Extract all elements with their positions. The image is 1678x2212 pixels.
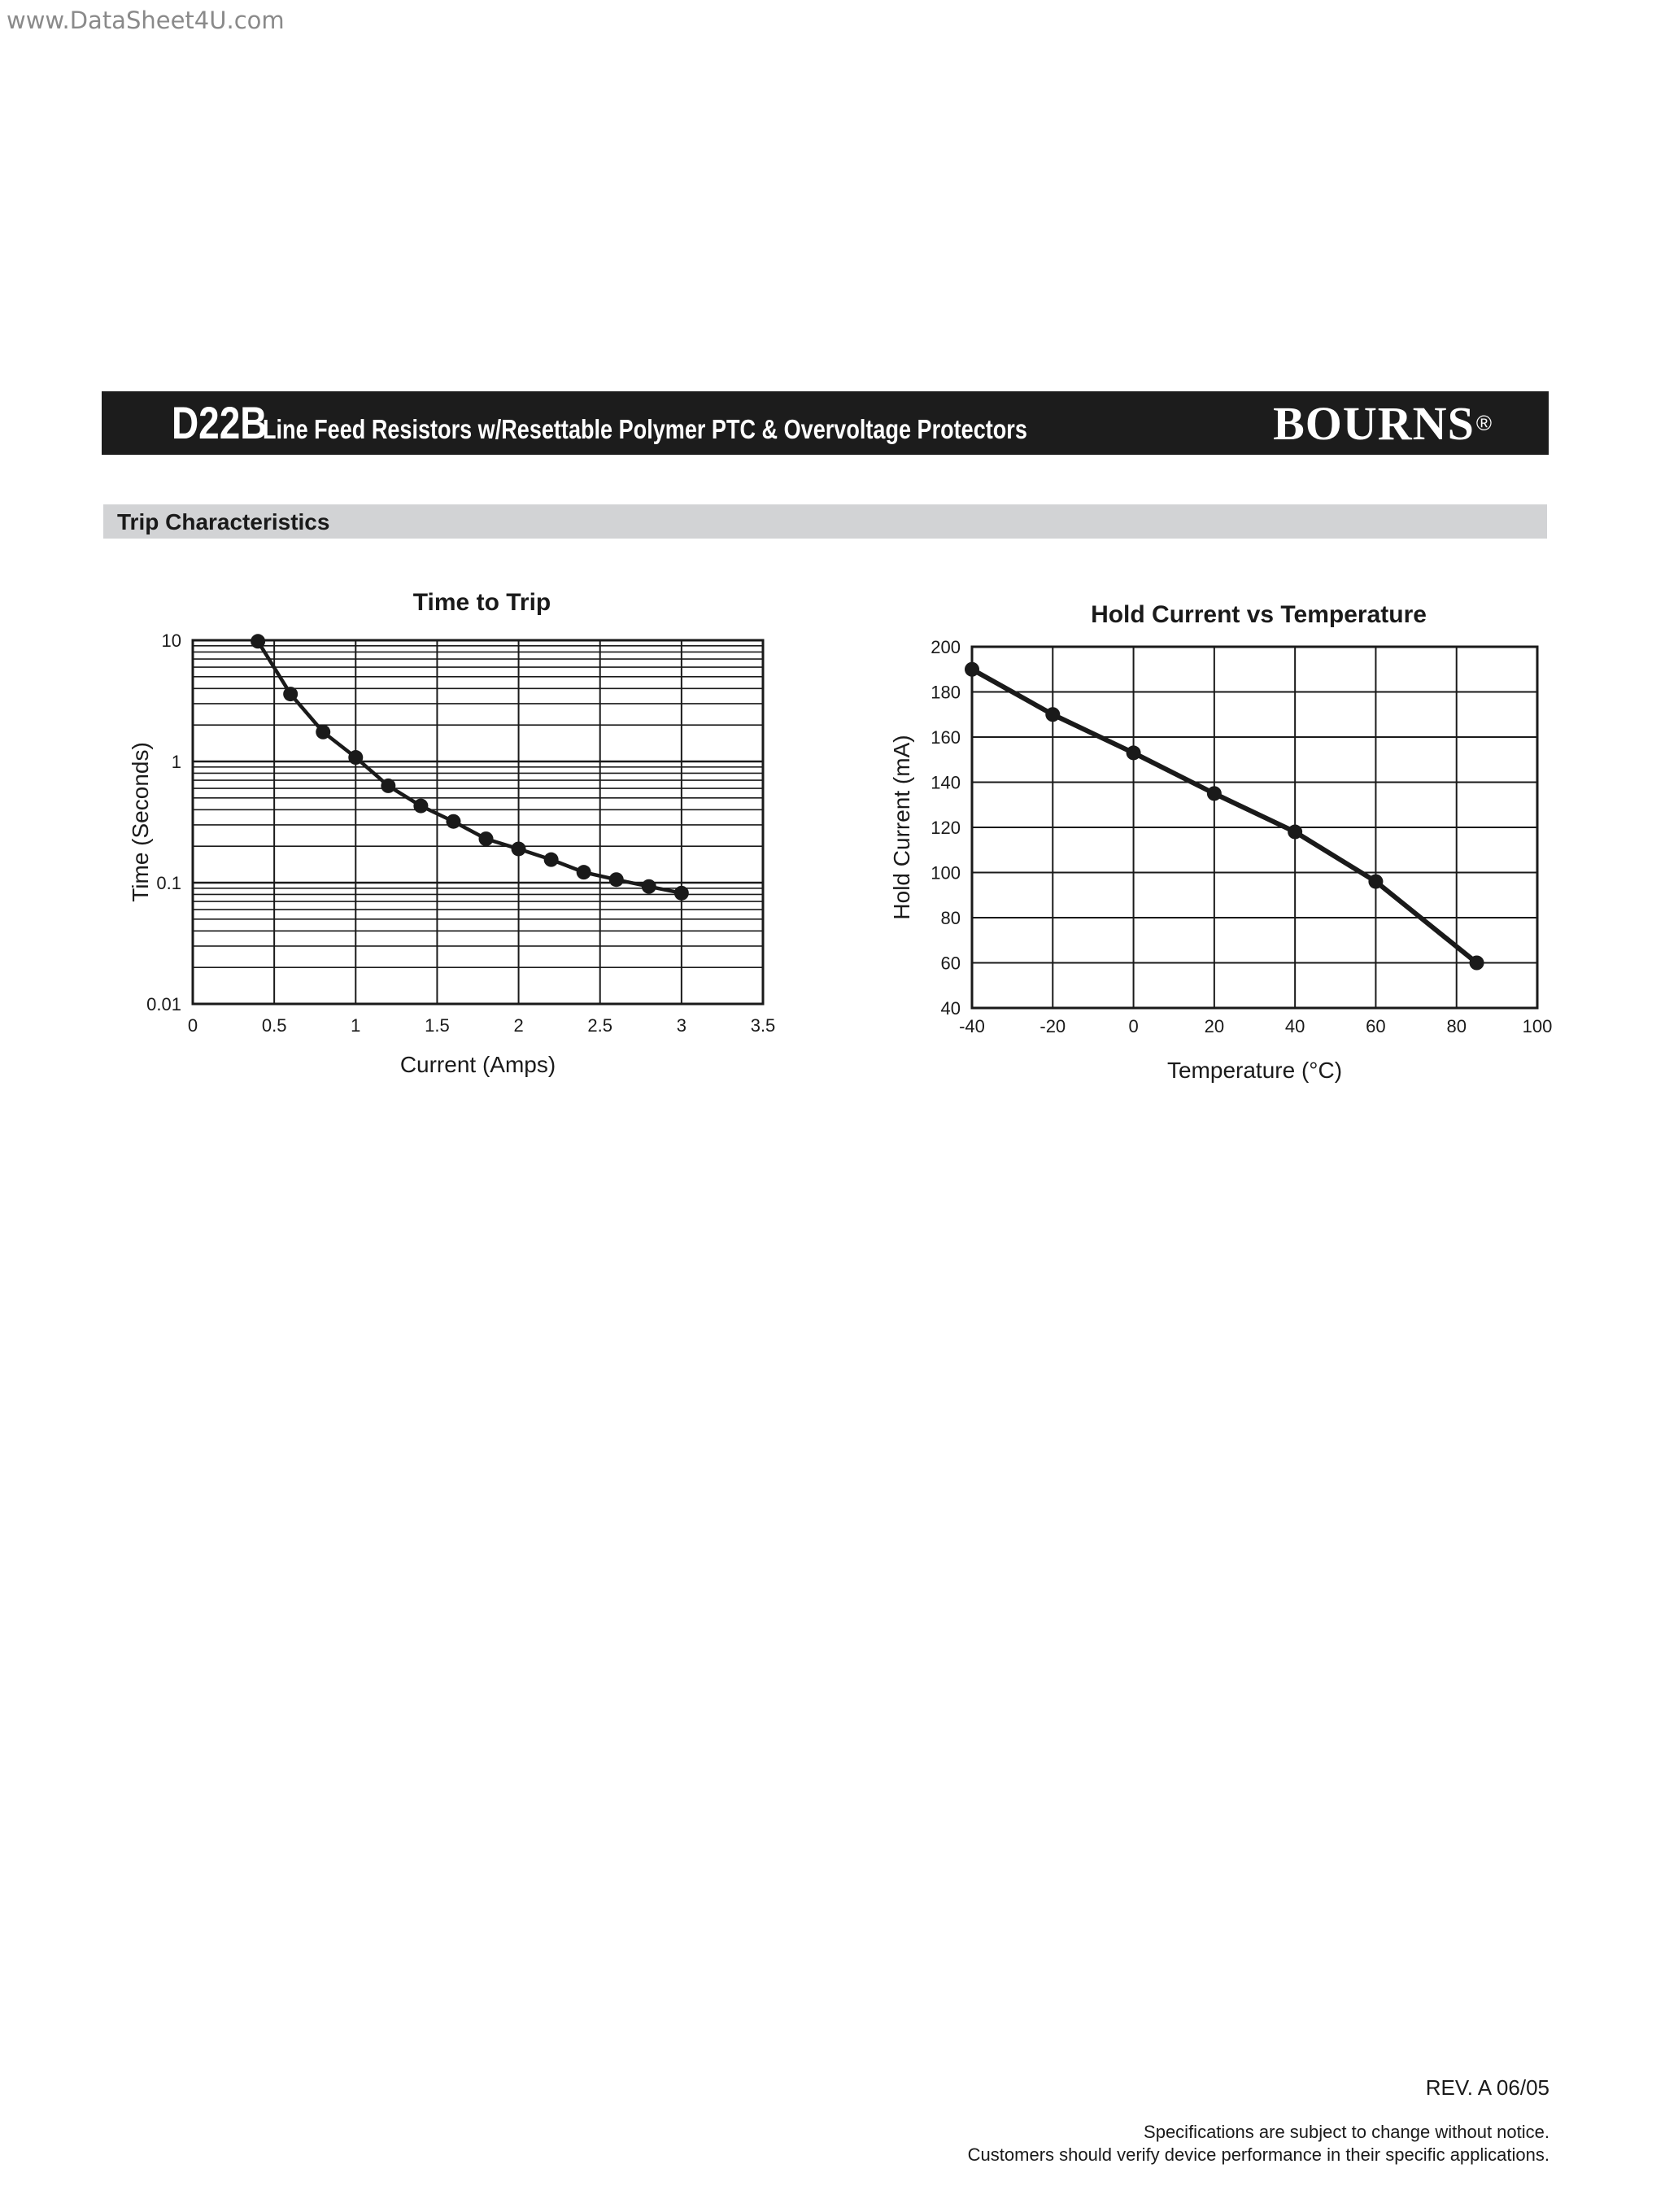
y-tick-label: 120 [931, 818, 961, 838]
y-axis-label: Time (Seconds) [128, 742, 153, 902]
y-tick-label: 1 [171, 752, 181, 772]
data-point [1045, 707, 1060, 722]
y-tick-label: 100 [931, 862, 961, 883]
x-tick-label: 80 [1446, 1016, 1467, 1036]
footer-note-specs: Specifications are subject to change without notice. [1144, 2122, 1549, 2142]
x-tick-label: 0 [1128, 1016, 1139, 1036]
product-title: Line Feed Resistors w/Resettable Polymer PTC & Overvoltage Protectors [263, 414, 1027, 444]
footer-notes [968, 2121, 1549, 2166]
registered-mark: ® [1475, 410, 1492, 435]
x-tick-label: 1 [351, 1015, 361, 1036]
data-point [1288, 825, 1302, 840]
chart-title: Hold Current vs Temperature [1091, 601, 1427, 628]
y-tick-label: 0.01 [146, 994, 181, 1014]
brand-name: BOURNS [1273, 396, 1475, 450]
x-tick-label: -40 [959, 1016, 985, 1036]
data-point [1368, 875, 1383, 889]
x-tick-label: 20 [1204, 1016, 1225, 1036]
y-tick-label: 160 [931, 727, 961, 748]
y-tick-label: 40 [940, 998, 961, 1019]
x-tick-label: 100 [1522, 1016, 1553, 1036]
x-tick-label: 3 [676, 1015, 686, 1036]
x-tick-label: 2 [513, 1015, 524, 1036]
data-point [965, 662, 979, 677]
x-axis-label: Current (Amps) [399, 1052, 556, 1077]
x-tick-label: 40 [1284, 1016, 1305, 1036]
watermark-url[interactable]: www.DataSheet4U.com [7, 7, 285, 34]
x-axis-label: Temperature (°C) [1166, 1058, 1343, 1083]
x-tick-label: 1.5 [425, 1015, 450, 1036]
revision-label: REV. A 06/05 [1425, 2075, 1549, 2100]
x-tick-label: -20 [1039, 1016, 1066, 1036]
y-tick-label: 10 [161, 630, 181, 651]
part-number: D22B [172, 397, 268, 448]
chart-title: Time to Trip [412, 589, 551, 616]
data-point [1470, 956, 1484, 971]
footer-note-verify: Customers should verify device performance in their specific applications. [967, 2144, 1549, 2165]
y-tick-label: 200 [931, 637, 961, 657]
y-tick-label: 180 [931, 682, 961, 703]
x-tick-label: 0 [187, 1015, 198, 1036]
x-tick-label: 0.5 [261, 1015, 287, 1036]
y-axis-label: Hold Current (mA) [889, 735, 914, 920]
data-point [1207, 786, 1222, 801]
x-tick-label: 60 [1366, 1016, 1386, 1036]
y-tick-label: 80 [940, 908, 961, 928]
data-point [1127, 745, 1141, 760]
y-tick-label: 140 [931, 772, 961, 793]
x-tick-label: 3.5 [750, 1015, 776, 1036]
y-tick-label: 0.1 [156, 873, 181, 893]
section-title: Trip Characteristics [117, 509, 330, 534]
x-tick-label: 2.5 [587, 1015, 613, 1036]
y-tick-label: 60 [940, 953, 961, 974]
